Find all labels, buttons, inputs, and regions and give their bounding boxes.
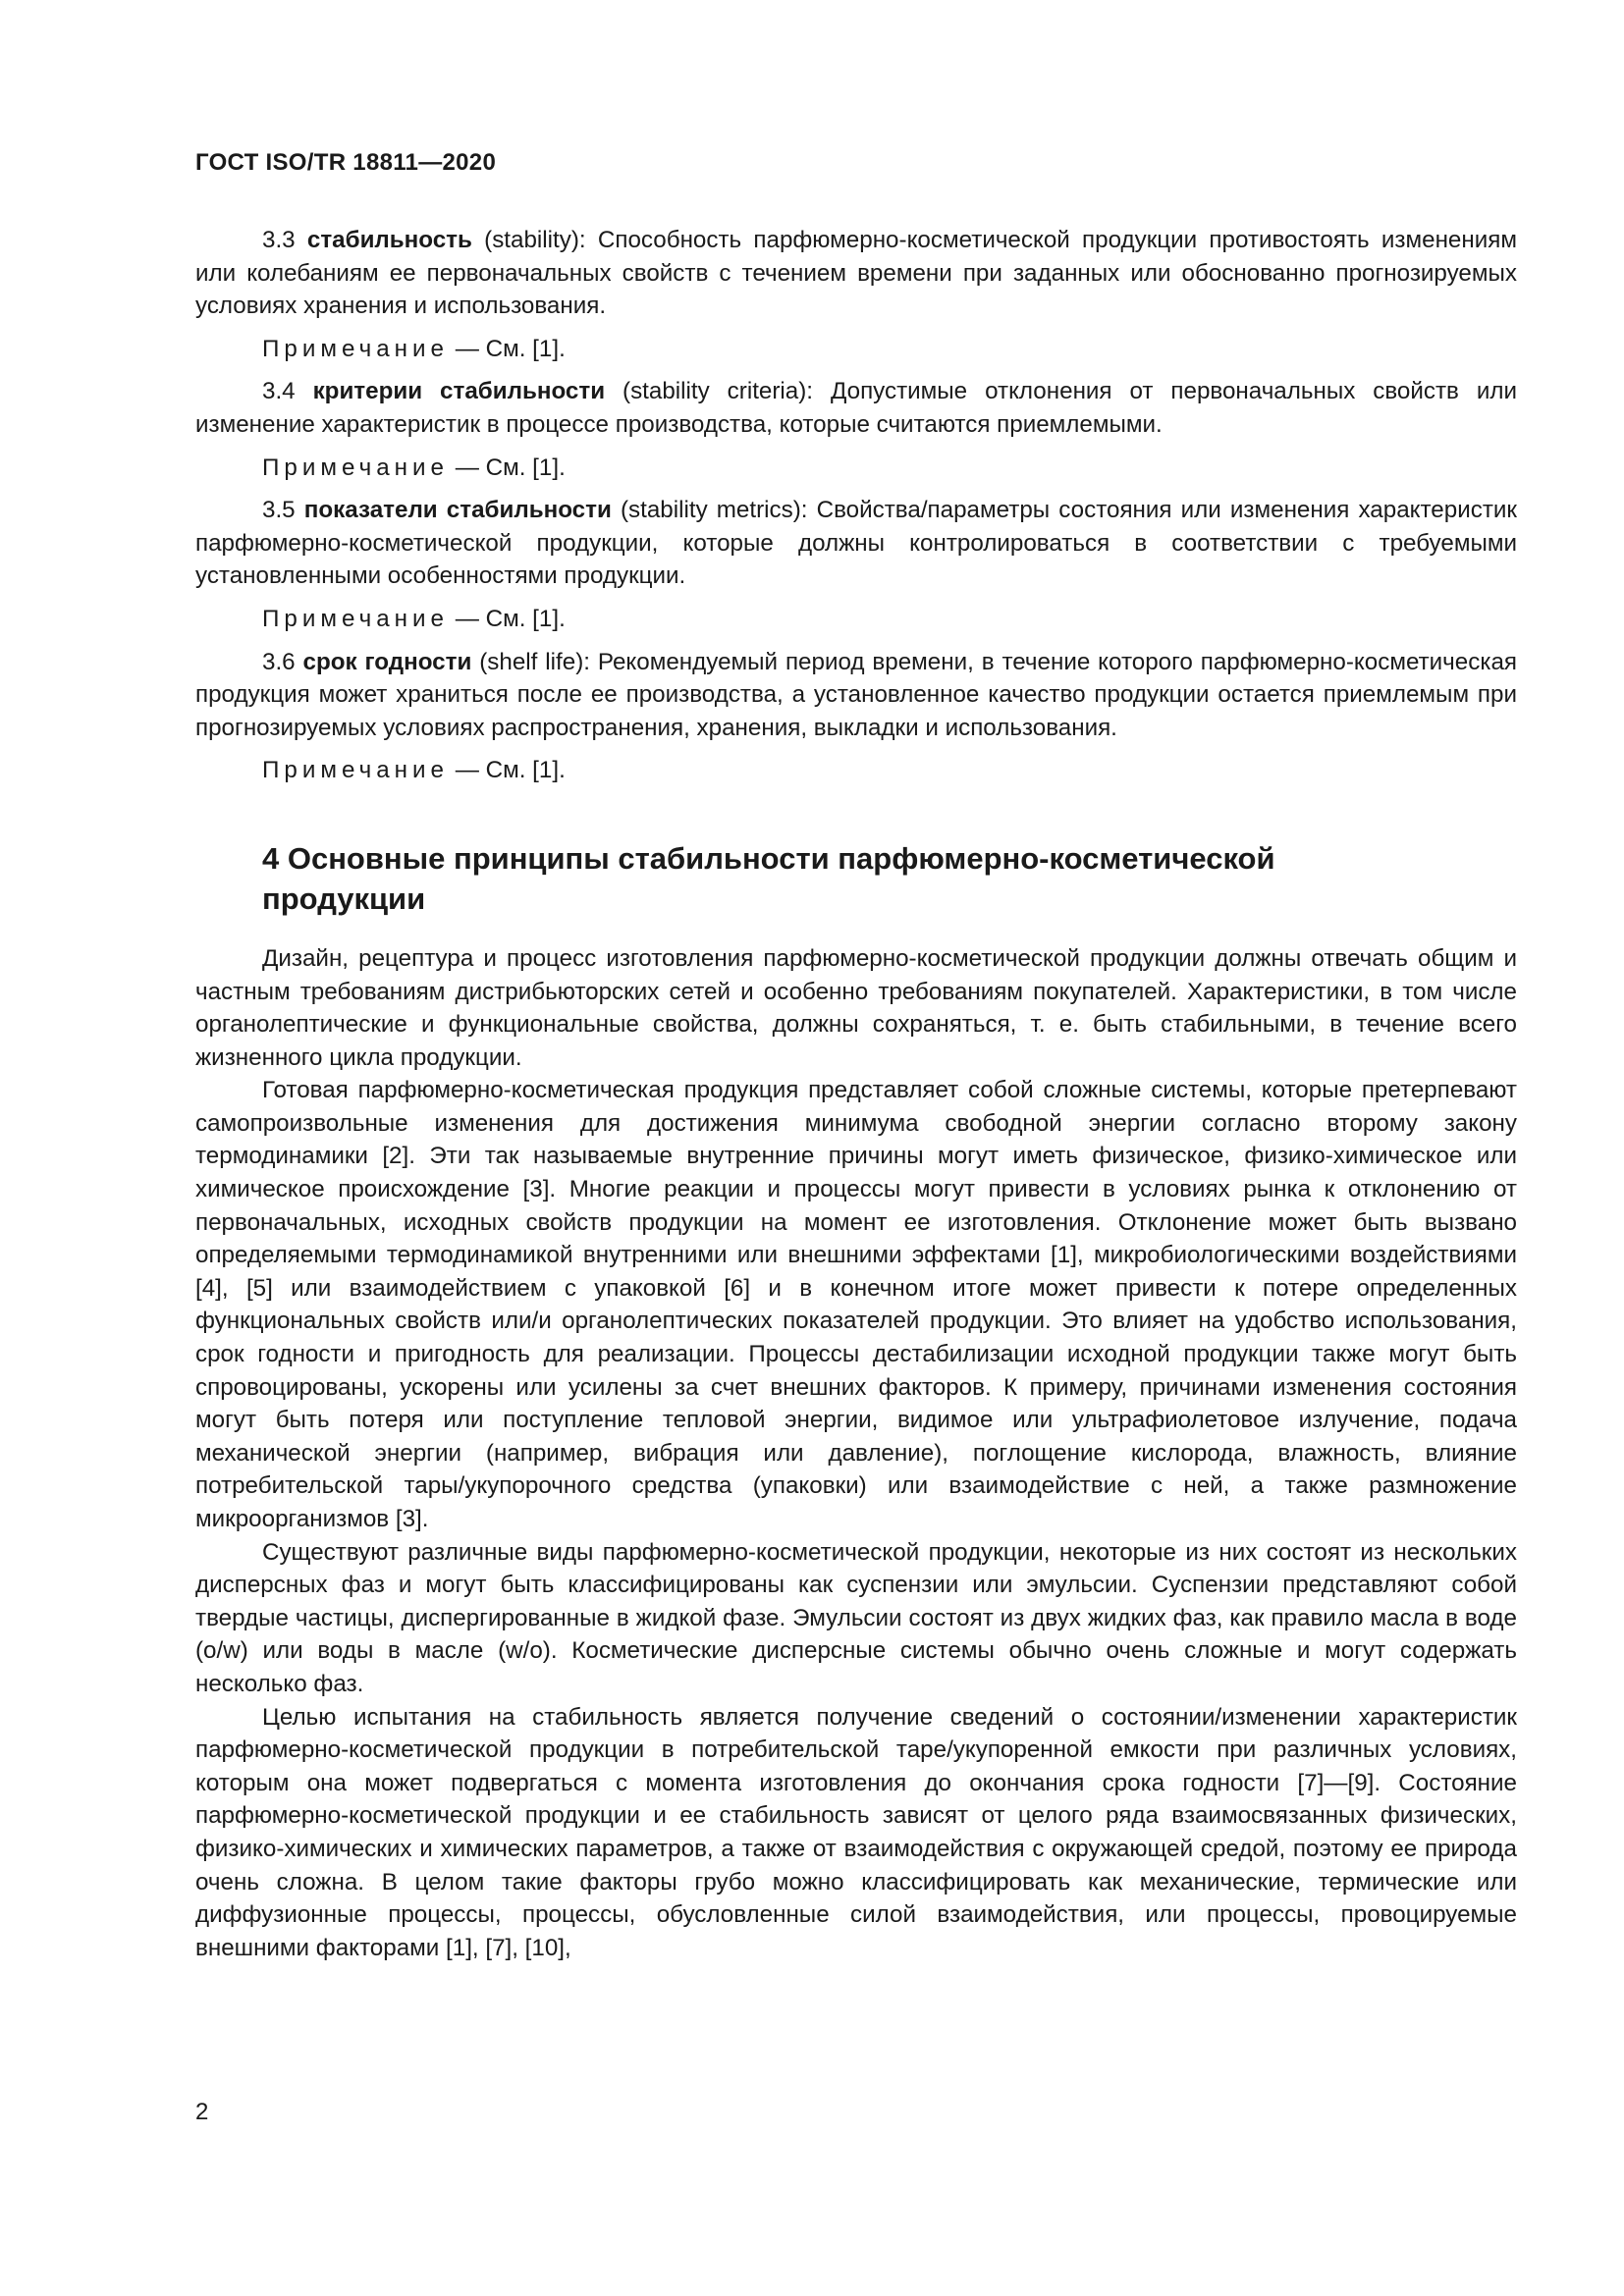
definition-3-3 [195, 224, 1517, 323]
definition-number: 3.4 [262, 378, 296, 405]
definition-number: 3.3 [262, 227, 296, 253]
note [262, 754, 1517, 787]
definition-number: 3.6 [262, 648, 296, 675]
document-body [195, 224, 1517, 1964]
definition-3-4 [195, 375, 1517, 441]
page-number: 2 [195, 2099, 209, 2125]
definition-text: (stability criteria): Допустимые отклонения от первоначальных свойств или изменение характеристик в процессе производства, которые считаются приемлемыми. [195, 378, 1517, 438]
body-paragraph: Целью испытания на стабильность является получение сведений о состоянии/изменении характеристик парфюмерно-косметической продукции в потребительской таре/укупоренной емкости при различных условиях, которым она может подвергаться с момента изготовления до окончания срока годности [7]—[9]. Состояние парфюмерно-косметической продукции и ее стабильность зависят от целого ряда взаимосвязанных физических, физико-химических и химических параметров, а также от взаимодействия с окружающей средой, поэтому ее природа очень сложна. В целом такие факторы грубо можно классифицировать как механические, термические или диффузионные процессы, процессы, обусловленные силой взаимодействия, или процессы, провоцируемые внешними факторами [1], [7], [10], [195, 1703, 1517, 1961]
note [262, 333, 1517, 366]
note-label: Примечание [262, 335, 449, 362]
body-paragraph: Существуют различные виды парфюмерно-косметической продукции, некоторые из них состоят из нескольких дисперсных фаз и могут быть классифицированы как суспензии или эмульсии. Суспензии представляют собой твердые частицы, диспергированные в жидкой фазе. Эмульсии состоят из двух жидких фаз, как правило масла в воде (o/w) или воды в масле (w/o). Косметические дисперсные системы обычно очень сложные и могут содержать несколько фаз. [195, 1538, 1517, 1697]
definition-term: стабильность [306, 227, 472, 253]
definition-3-5 [195, 494, 1517, 593]
definition-text: (shelf life): Рекомендуемый период времени, в течение которого парфюмерно-косметическая продукция может храниться после ее производства, а установленное качество продукции остается приемлемым при прогнозируемых условиях распространения, хранения, выкладки и использования. [195, 648, 1517, 741]
definition-term: показатели стабильности [303, 497, 612, 524]
definition-term: срок годности [302, 648, 472, 675]
section-heading: 4 Основные принципы стабильности парфюмерно-косметической продукции [262, 840, 1275, 916]
note [262, 603, 1517, 636]
note-text: — См. [1]. [455, 454, 566, 481]
definition-3-6 [195, 646, 1517, 745]
body-paragraph: Готовая парфюмерно-косметическая продукция представляет собой сложные системы, которые претерпевают самопроизвольные изменения для достижения минимума свободной энергии согласно второму закону термодинамики [2]. Эти так называемые внутренние причины могут иметь физическое, физико-химическое или химическое происхождение [3]. Многие реакции и процессы могут привести в условиях рынка к отклонению от первоначальных, исходных свойств продукции на момент ее изготовления. Отклонение может быть вызвано определяемыми термодинамикой внутренними или внешними эффектами [1], микробиологическими воздействиями [4], [5] или взаимодействием с упаковкой [6] и в конечном итоге может привести к потере определенных функциональных свойств или/и органолептических показателей продукции. Это влияет на удобство использования, срок годности и пригодность для реализации. Процессы дестабилизации исходной продукции также могут быть спровоцированы, ускорены или усилены за счет внешних факторов. К примеру, причинами изменения состояния могут быть потеря или поступление тепловой энергии, видимое или ультрафиолетовое излучение, подача механической энергии (например, вибрация или давление), поглощение кислорода, влажность, влияние потребительской тары/укупорочного средства (упаковки) или взаимодействие с ней, а также размножение микроорганизмов [3]. [195, 1077, 1517, 1532]
definition-term: критерии стабильности [312, 378, 606, 405]
definition-number: 3.5 [262, 497, 296, 524]
definition-text: (stability metrics): Свойства/параметры состояния или изменения характеристик парфюмерно-косметической продукции, которые должны контролироваться в соответствии с требуемыми установленными особенностями продукции. [195, 497, 1517, 590]
note-label: Примечание [262, 757, 449, 784]
note-label: Примечание [262, 454, 449, 481]
definition-text: (stability): Способность парфюмерно-косметической продукции противостоять изменениям или колебаниям ее первоначальных свойств с течением времени при заданных или обоснованно прогнозируемых условиях хранения и использования. [195, 227, 1517, 320]
note-text: — См. [1]. [455, 605, 566, 632]
note-text: — См. [1]. [455, 335, 566, 362]
note [262, 452, 1517, 485]
body-paragraph: Дизайн, рецептура и процесс изготовления парфюмерно-косметической продукции должны отвечать общим и частным требованиям дистрибьюторских сетей и особенно требованиям покупателей. Характеристики, в том числе органолептические и функциональные свойства, должны сохраняться, т. е. быть стабильными, в течение всего жизненного цикла продукции. [195, 944, 1517, 1071]
document-header: ГОСТ ISO/TR 18811—2020 [195, 149, 497, 176]
note-label: Примечание [262, 605, 449, 632]
note-text: — См. [1]. [455, 757, 566, 784]
